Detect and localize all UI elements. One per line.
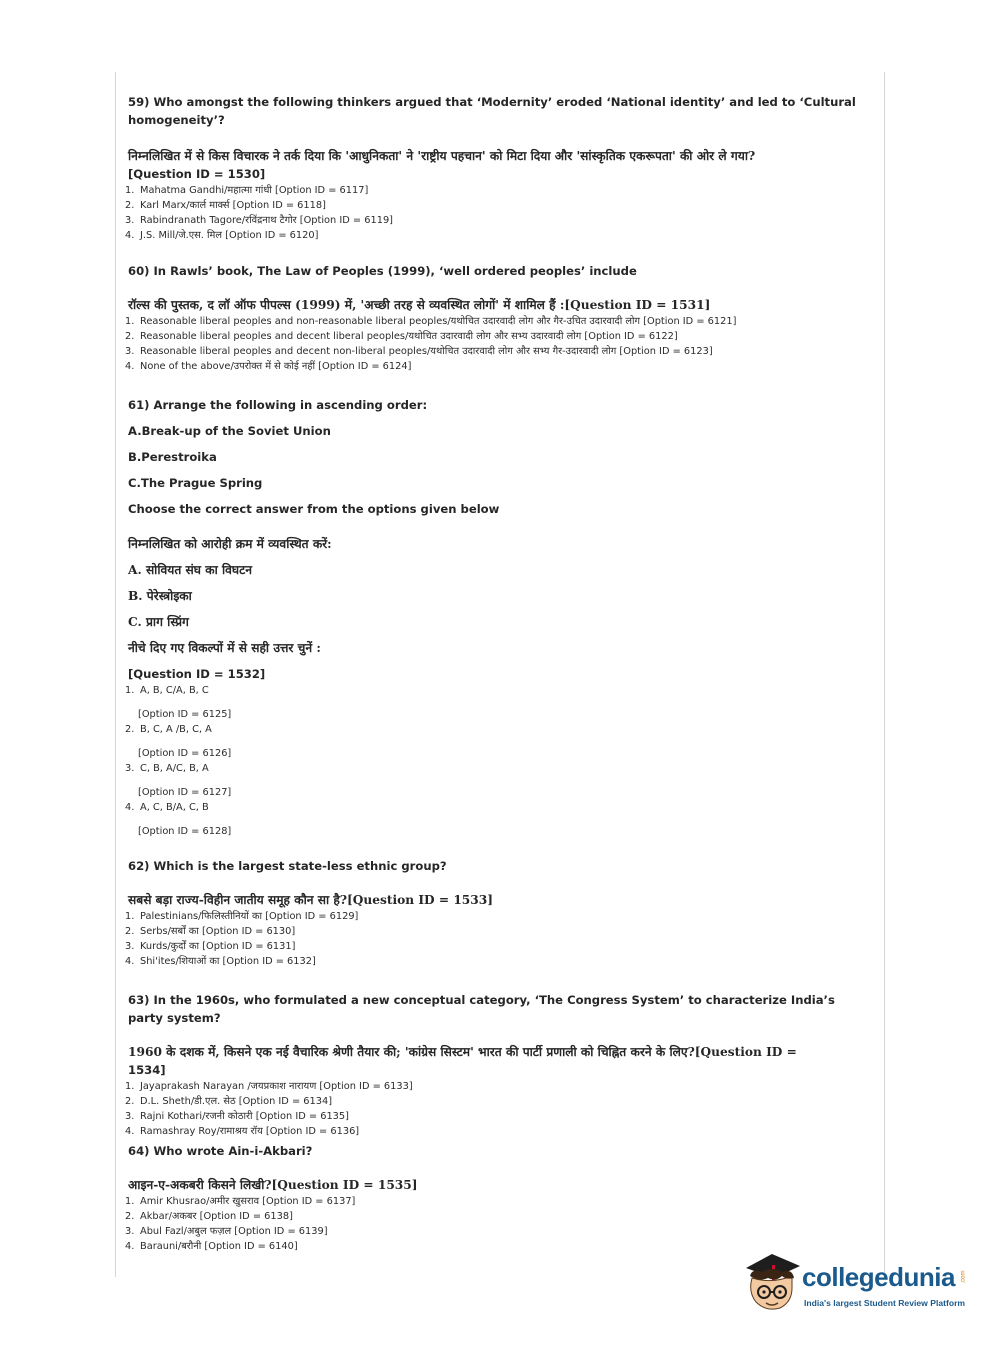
hindi-statement-b: B. पेरेस्त्रोइका <box>128 589 192 603</box>
option-item: 3. Rabindranath Tagore/रविंद्रनाथ टैगोर [Option ID = 6119] <box>125 215 394 226</box>
question-title: 61) Arrange the following in ascending order: <box>128 398 428 412</box>
option-item: 2. Reasonable liberal peoples and decent liberal peoples/यथोचित उदारवादी लोग और सभ्य उदारवादी लोग [Option ID = 6122] <box>125 331 678 342</box>
option-item: 2. Akbar/अकबर [Option ID = 6138] <box>125 1211 293 1222</box>
option-item: 2. D.L. Sheth/डी.एल. सेठ [Option ID = 6134] <box>125 1096 333 1107</box>
option-item: 4. Shi'ites/शियाओं का [Option ID = 6132] <box>125 956 316 967</box>
logo-tagline: India's largest Student Review Platform <box>804 1298 966 1308</box>
question-id: [Question ID = 1532] <box>128 667 266 681</box>
option-item: 3. Reasonable liberal peoples and decent non-liberal peoples/यथोचित उदारवादी लोग और सभ्य गैर-उदारवादी लोग [Option ID = 6123] <box>125 346 713 357</box>
question-62 <box>125 857 868 969</box>
question-hindi: आइन-ए-अकबरी किसने लिखी?[Question ID = 1535] <box>128 1178 418 1192</box>
question-hindi-cont: 1534] <box>128 1063 166 1077</box>
question-hindi: 1960 के दशक में, किसने एक नई वैचारिक श्रेणी तैयार की; 'कांग्रेस सिस्टम' भारत की पार्टी प्रणाली को चिह्नित करने के लिए?[Question ID = <box>128 1045 797 1059</box>
option-item: 4. Barauni/बरौनी [Option ID = 6140] <box>125 1241 298 1252</box>
option-list <box>125 183 865 243</box>
option-item: 2. B, C, A /B, C, A <box>125 724 212 735</box>
question-title: 63) In the 1960s, who formulated a new conceptual category, ‘The Congress System’ to characterize India’s party system? <box>128 993 835 1025</box>
right-margin-rule <box>884 72 885 1277</box>
hindi-statement-a: A. सोवियत संघ का विघटन <box>128 563 253 577</box>
option-item: 4. A, C, B/A, C, B <box>125 802 209 813</box>
option-list <box>125 683 865 839</box>
left-margin-rule <box>115 72 116 1277</box>
statement-b: B.Perestroika <box>128 450 217 464</box>
question-title: 62) Which is the largest state-less ethnic group? <box>128 859 447 873</box>
question-61 <box>125 396 868 839</box>
option-item: 4. Ramashray Roy/रामाश्रय रॉय [Option ID = 6136] <box>125 1126 360 1137</box>
option-id: [Option ID = 6127] <box>138 787 232 798</box>
option-id: [Option ID = 6125] <box>138 709 232 720</box>
question-hindi: निम्नलिखित में से किस विचारक ने तर्क दिया कि 'आधुनिकता' ने 'राष्ट्रीय पहचान' को मिटा दिया और 'सांस्कृतिक एकरूपता' की ओर ले गया? <box>128 149 756 163</box>
logo-wordmark: collegedunia <box>802 1262 955 1292</box>
option-item: 3. C, B, A/C, B, A <box>125 763 209 774</box>
question-60 <box>125 262 868 374</box>
option-id: [Option ID = 6126] <box>138 748 232 759</box>
option-item: 4. None of the above/उपरोक्त में से कोई नहीं [Option ID = 6124] <box>125 361 412 372</box>
option-list <box>125 314 865 374</box>
option-list <box>125 909 865 969</box>
option-list <box>125 1079 870 1139</box>
option-item: 1. Jayaprakash Narayan /जयप्रकाश नारायण [Option ID = 6133] <box>125 1081 413 1092</box>
question-title-cont: homogeneity’? <box>128 113 225 127</box>
choose-instruction: Choose the correct answer from the options given below <box>128 502 500 516</box>
option-item: 1. Amir Khusrao/अमीर खुसराव [Option ID = 6137] <box>125 1196 356 1207</box>
question-title: 59) Who amongst the following thinkers argued that ‘Modernity’ eroded ‘National identity’ and led to ‘Cultural <box>128 95 856 109</box>
option-item: 3. Kurds/कुर्दों का [Option ID = 6131] <box>125 941 296 952</box>
option-item: 3. Rajni Kothari/रजनी कोठारी [Option ID = 6135] <box>125 1111 349 1122</box>
option-item: 3. Abul Fazl/अबुल फज़ल [Option ID = 6139] <box>125 1226 328 1237</box>
statement-a: A.Break-up of the Soviet Union <box>128 424 331 438</box>
option-item: 2. Serbs/सर्बों का [Option ID = 6130] <box>125 926 296 937</box>
option-list <box>125 1194 865 1254</box>
hindi-statement-c: C. प्राग स्प्रिंग <box>128 615 189 629</box>
question-title: 64) Who wrote Ain-i-Akbari? <box>128 1144 313 1158</box>
option-item: 2. Karl Marx/कार्ल मार्क्स [Option ID = 6118] <box>125 200 326 211</box>
question-hindi: रॉल्स की पुस्तक, द लॉ ऑफ पीपल्स (1999) में, 'अच्छी तरह से व्यवस्थित लोगों' में शामिल हैं :[Question ID = 1531] <box>128 298 711 312</box>
question-64 <box>125 1142 868 1254</box>
option-item: 4. J.S. Mill/जे.एस. मिल [Option ID = 6120] <box>125 230 319 241</box>
statement-c: C.The Prague Spring <box>128 476 263 490</box>
question-63 <box>125 991 873 1139</box>
question-id: [Question ID = 1530] <box>128 167 266 181</box>
collegedunia-logo[interactable] <box>742 1248 968 1320</box>
mascot-icon <box>742 1248 804 1316</box>
question-title: 60) In Rawls’ book, The Law of Peoples (1999), ‘well ordered peoples’ include <box>128 264 637 278</box>
question-59 <box>125 93 868 243</box>
option-item: 1. A, B, C/A, B, C <box>125 685 209 696</box>
question-hindi: सबसे बड़ा राज्य-विहीन जातीय समूह कौन सा है?[Question ID = 1533] <box>128 893 494 907</box>
hindi-choose-instruction: नीचे दिए गए विकल्पों में से सही उत्तर चुनें : <box>128 641 321 655</box>
option-item: 1. Reasonable liberal peoples and non-reasonable liberal peoples/यथोचित उदारवादी लोग और गैर-उचित उदारवादी लोग [Option ID = 6121] <box>125 316 737 327</box>
option-item: 1. Palestinians/फिलिस्तीनियों का [Option ID = 6129] <box>125 911 359 922</box>
option-item: 1. Mahatma Gandhi/महात्मा गांधी [Option ID = 6117] <box>125 185 369 196</box>
logo-domain-suffix: .com <box>960 1270 967 1284</box>
option-id: [Option ID = 6128] <box>138 826 232 837</box>
hindi-title: निम्नलिखित को आरोही क्रम में व्यवस्थित करें: <box>128 537 332 551</box>
